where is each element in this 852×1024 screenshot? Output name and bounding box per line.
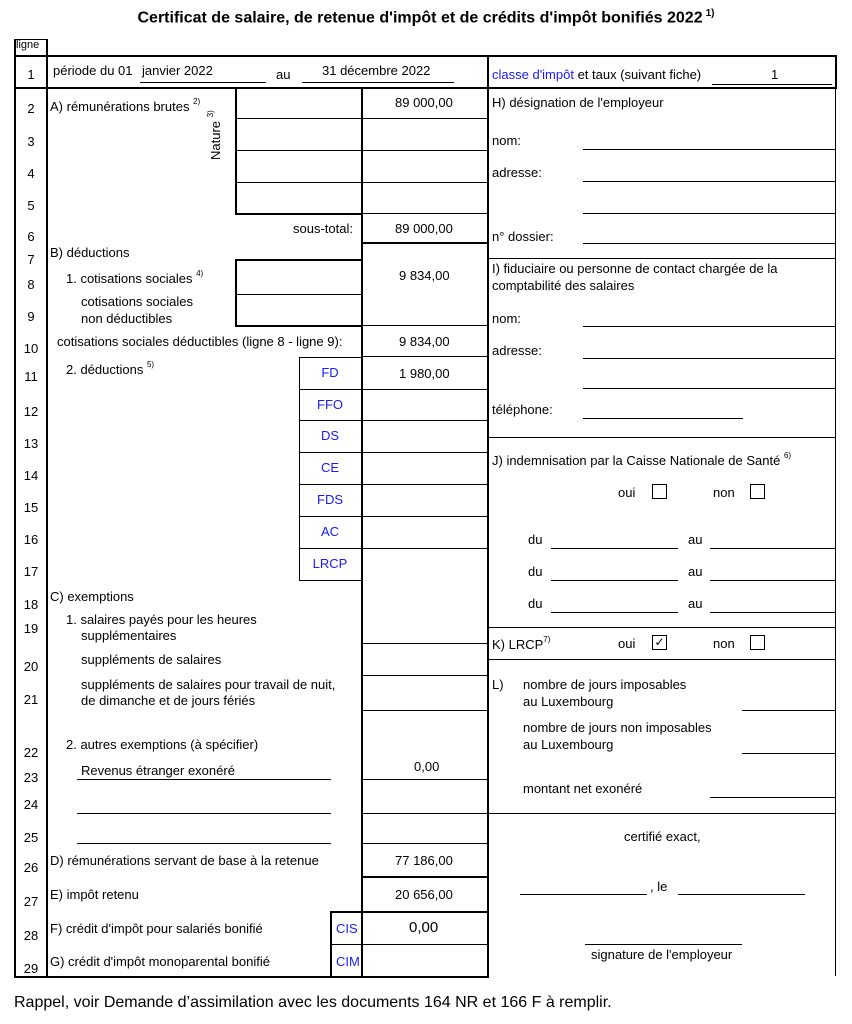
cert-le-label: , le: [650, 879, 668, 894]
subtotal-amount[interactable]: 89 000,00: [395, 221, 453, 236]
j-non-checkbox[interactable]: [750, 484, 765, 499]
row-number: 14: [23, 468, 39, 483]
l-jours-nonimp-line: [742, 753, 835, 754]
cot-nd-label-1: cotisations sociales: [81, 294, 193, 309]
period-to-label: au: [276, 67, 291, 82]
h-dossier-line: [583, 243, 835, 244]
k-non-checkbox[interactable]: [750, 635, 765, 650]
h-adresse: adresse:: [492, 165, 542, 180]
j-oui-checkbox[interactable]: [652, 484, 667, 499]
e-amount[interactable]: 20 656,00: [395, 887, 453, 902]
b-label: B) déductions: [50, 245, 130, 260]
row-number: 3: [27, 134, 35, 149]
l-montant: montant net exonéré: [523, 781, 643, 796]
col-mid-divider: [487, 55, 489, 977]
row-number: 25: [23, 830, 39, 845]
c-other-1-underline: [77, 779, 331, 780]
d-amount[interactable]: 77 186,00: [395, 853, 453, 868]
j-du-label: du: [528, 596, 543, 611]
section-k-top: [487, 627, 836, 628]
row24-bottom-amount: [361, 813, 487, 814]
deduction-code-ac: AC: [320, 524, 340, 539]
ded2-label: 2. déductions $^{5)}$: [66, 360, 155, 377]
j-label: J) indemnisation par la Caisse Nationale de Santé $^{6)}$: [492, 451, 792, 468]
j-du-label: du: [528, 564, 543, 579]
c-supp-label: suppléments de salaires: [81, 652, 222, 667]
row-number: 28: [23, 928, 39, 943]
l-montant-line: [710, 797, 835, 798]
ligne-header-label: ligne: [16, 39, 40, 51]
i-adresse: adresse:: [492, 343, 542, 358]
c-other-1-amount[interactable]: 0,00: [414, 759, 440, 774]
row-number: 12: [23, 404, 39, 419]
cis-code: CIS: [336, 921, 358, 936]
row-number: 11: [24, 369, 38, 384]
row1-bottom: [14, 87, 837, 89]
frame-top: [14, 55, 837, 57]
c-supp-night-1: suppléments de salaires pour travail de nuit,: [81, 677, 336, 692]
cot-ded-label: cotisations sociales déductibles (ligne 8 - ligne 9):: [57, 334, 343, 349]
c-other-3-underline: [77, 843, 331, 844]
k-label: K) LRCP$^{7)}$: [492, 635, 551, 652]
j-au-label: au: [688, 596, 703, 611]
row-number: 21: [23, 692, 39, 707]
row6-bottom-amount: [361, 242, 487, 244]
footer-note: Rappel, voir Demande d’assimilation avec les documents 164 NR et 166 F à remplir.: [14, 994, 612, 1011]
h-adresse-line-2: [583, 213, 835, 214]
j-au-line[interactable]: [710, 612, 835, 613]
row-number: 19: [23, 621, 39, 636]
j-du-line[interactable]: [551, 548, 678, 549]
code-row-line: [299, 452, 487, 453]
tax-class-value[interactable]: 1: [771, 67, 779, 82]
row-number: 27: [23, 894, 39, 909]
section-j-top: [487, 437, 836, 438]
c-label: C) exemptions: [50, 589, 134, 604]
right-border: [835, 88, 836, 976]
h-dossier: n° dossier:: [492, 229, 554, 244]
signature-line: [585, 944, 742, 945]
nature-box-bottom: [235, 213, 363, 215]
period-to-value[interactable]: 31 décembre 2022: [322, 63, 431, 78]
h-nom: nom:: [492, 133, 521, 148]
subtotal-label: sous-total:: [293, 221, 353, 236]
row-number: 29: [23, 961, 39, 976]
l-jours-nonimp-2: au Luxembourg: [523, 737, 614, 752]
e-label: E) impôt retenu: [50, 887, 139, 902]
i-tel-line: [583, 418, 743, 419]
k-oui-label: oui: [618, 636, 636, 651]
row23-bottom-amount: [361, 779, 487, 780]
row-number: 18: [23, 597, 39, 612]
h-adresse-line: [583, 181, 835, 182]
certifie-label: certifié exact,: [624, 829, 701, 844]
d-label: D) rémunérations servant de base à la retenue: [50, 853, 319, 868]
cot-box-top: [235, 259, 363, 261]
h-label: H) désignation de l'employeur: [492, 95, 664, 110]
k-non-label: non: [713, 636, 735, 651]
j-du-label: du: [528, 532, 543, 547]
k-oui-checkbox[interactable]: ✓: [652, 635, 667, 650]
cert-date-line: [678, 894, 805, 895]
row25-bottom-amount: [361, 843, 487, 844]
row-number: 22: [23, 745, 39, 760]
f-label: F) crédit d'impôt pour salariés bonifié: [50, 921, 263, 936]
row27-bottom: [330, 911, 489, 913]
c-other-2-underline: [77, 813, 331, 814]
j-oui-label: oui: [618, 485, 636, 500]
row-number: 2: [27, 101, 35, 116]
j-au-line[interactable]: [710, 580, 835, 581]
code-row-line: [361, 389, 487, 390]
row-number: 6: [27, 229, 35, 244]
section-cert-top: [487, 813, 836, 814]
i-nom: nom:: [492, 311, 521, 326]
section-i-top: [487, 258, 836, 259]
col-right-border: [835, 55, 837, 87]
j-non-label: non: [713, 485, 735, 500]
period-from-label: période du 01: [53, 63, 133, 78]
i-label-2: comptabilité des salaires: [492, 278, 635, 293]
i-tel: téléphone:: [492, 402, 553, 417]
row-number: 13: [23, 436, 39, 451]
row-number: 16: [23, 532, 39, 547]
form-title: Certificat de salaire, de retenue d'impôt et de crédits d'impôt bonifiés 2022 $^{1)}$: [137, 8, 715, 27]
row-number: 4: [27, 166, 35, 181]
f-amount[interactable]: 0,00: [409, 919, 439, 936]
l-jours-imp-line: [742, 710, 835, 711]
c2-label: 2. autres exemptions (à spécifier): [66, 737, 259, 752]
code-box-top: [299, 357, 361, 358]
row26-bottom-amount: [361, 876, 487, 878]
signature-label: signature de l'employeur: [591, 947, 733, 962]
cert-place-line: [520, 894, 647, 895]
period-to-underline: [302, 82, 454, 83]
cot-nd-label-2: non déductibles: [81, 311, 173, 326]
nature-box-left: [235, 88, 237, 214]
code-row-line: [299, 484, 487, 485]
row-number: 1: [27, 67, 35, 82]
i-adresse-line: [583, 358, 835, 359]
row19-bottom-amount: [361, 643, 487, 644]
row-number: 20: [23, 659, 39, 674]
cot-ded-amount[interactable]: 9 834,00: [399, 334, 450, 349]
row-number: 15: [23, 500, 39, 515]
deduction-code-ds: DS: [320, 428, 340, 443]
i-adresse-line-2: [583, 388, 835, 389]
j-au-label: au: [688, 532, 703, 547]
row28-bottom: [330, 944, 488, 945]
deduction-code-lrcp: LRCP: [312, 556, 348, 571]
h-nom-line: [583, 149, 835, 150]
code-box-bottom: [299, 580, 361, 581]
nature-line-3: [235, 118, 487, 119]
cot-box-left: [235, 259, 237, 327]
i-nom-line: [583, 326, 835, 327]
cot-box-mid: [235, 294, 363, 295]
section-l-top: [487, 659, 836, 660]
row-number: 17: [23, 564, 39, 579]
c1-label-2: supplémentaires: [81, 628, 177, 643]
row-number: 7: [27, 252, 35, 267]
row-number: 10: [23, 341, 39, 356]
deduction-code-ffo: FFO: [317, 397, 343, 412]
deduction-code-fd: FD: [321, 365, 339, 380]
j-du-line[interactable]: [551, 612, 678, 613]
code-row-line: [299, 548, 487, 549]
row-number: 26: [23, 860, 39, 875]
deduction-code-fds: FDS: [317, 492, 343, 507]
row21-bottom-amount: [361, 710, 487, 711]
nature-label: Nature $^{3)}$: [206, 110, 223, 160]
cot-box-bottom: [235, 325, 363, 327]
row20-bottom-amount: [361, 675, 487, 676]
fd-amount[interactable]: 1 980,00: [399, 366, 450, 381]
deduction-code-ce: CE: [320, 460, 340, 475]
c1-label-1: 1. salaires payés pour les heures: [66, 612, 257, 627]
period-from-value[interactable]: janvier 2022: [142, 63, 213, 78]
tax-class-label: classe d'impôt et taux (suivant fiche): [492, 67, 702, 82]
c-other-1[interactable]: Revenus étranger exonéré: [81, 763, 235, 778]
row-number: 24: [23, 797, 39, 812]
j-au-label: au: [688, 564, 703, 579]
cim-code: CIM: [336, 954, 360, 969]
tax-class-underline: [712, 84, 832, 85]
i-label-1: I) fiduciaire ou personne de contact chargée de la: [492, 261, 778, 276]
code-row-line: [299, 420, 487, 421]
l-jours-imp-2: au Luxembourg: [523, 694, 614, 709]
cot-label: 1. cotisations sociales $^{4)}$: [66, 269, 204, 286]
row-number: 23: [23, 770, 39, 785]
row9-bottom-amount: [361, 325, 487, 326]
j-du-line[interactable]: [551, 580, 678, 581]
nature-line-5: [235, 182, 487, 183]
l-jours-nonimp-1: nombre de jours non imposables: [523, 720, 712, 735]
row10-bottom-amount: [361, 356, 487, 357]
row-number: 5: [27, 198, 35, 213]
frame-bottom: [14, 976, 489, 978]
row5-amount-bottom: [361, 213, 487, 214]
row-number: 9: [27, 309, 35, 324]
g-label: G) crédit d'impôt monoparental bonifié: [50, 954, 270, 969]
l-label: L): [492, 677, 504, 692]
nature-line-4: [235, 150, 487, 151]
period-from-underline: [140, 82, 266, 83]
l-jours-imp-1: nombre de jours imposables: [523, 677, 687, 692]
code-row-line: [299, 516, 487, 517]
a-label: A) rémunérations brutes $^{2)}$: [50, 97, 201, 114]
amount-col-left: [361, 88, 363, 978]
a-amount[interactable]: 89 000,00: [395, 95, 453, 110]
cot-amount[interactable]: 9 834,00: [399, 268, 450, 283]
row-number: 8: [27, 277, 35, 292]
c-supp-night-2: de dimanche et de jours fériés: [81, 693, 256, 708]
j-au-line[interactable]: [710, 548, 835, 549]
